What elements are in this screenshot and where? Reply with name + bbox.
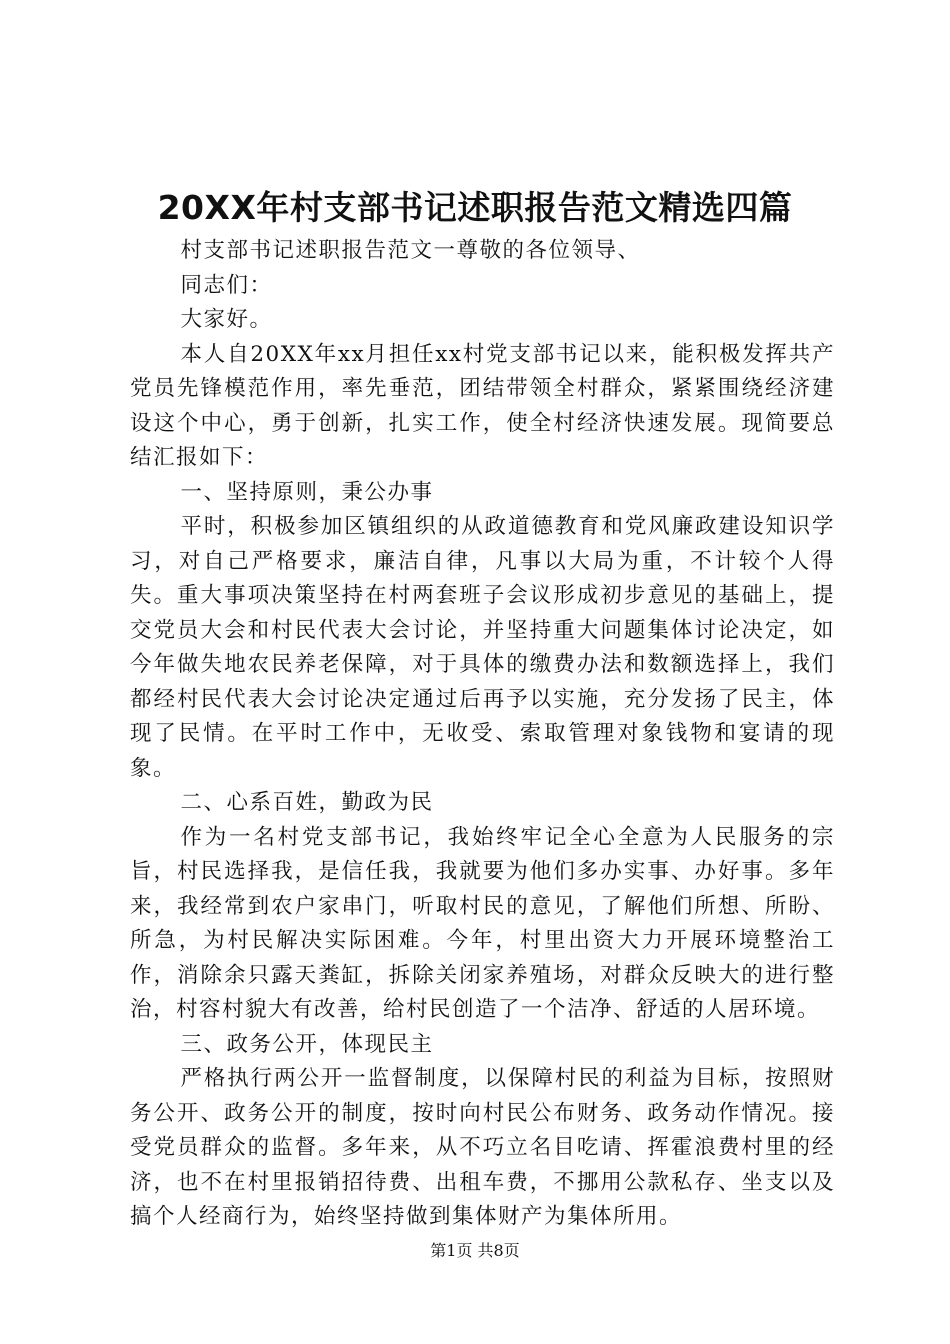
section-heading-1: 一、坚持原则，秉公办事 [180,479,434,505]
document-title: 20XX年村支部书记述职报告范文精选四篇 [157,188,793,227]
paragraph-greeting: 大家好。 [180,307,273,332]
page-number: 第1页 共8页 [430,1241,520,1260]
paragraph-salutation: 村支部书记述职报告范文一尊敬的各位领导、 [180,238,641,263]
paragraph-intro: 本人自20XX年xx月担任xx村党支部书记以来，能积极发挥共产党员先锋模范作用，率先垂范，团结带领全村群众，紧紧围绕经济建设这个中心，勇于创新，扎实工作，使全村经济快速发展。现简要总结汇报如下： [130,341,835,470]
section-heading-3: 三、政务公开，体现民主 [180,1031,434,1057]
paragraph-section-2: 作为一名村党支部书记，我始终牢记全心全意为人民服务的宗旨，村民选择我，是信任我，我就要为他们多办实事、办好事。多年来，我经常到农户家串门，听取村民的意见，了解他们所想、所盼、所急，为村民解决实际困难。今年，村里出资大力开展环境整治工作，消除余只露天粪缸，拆除关闭家养殖场，对群众反映大的进行整治，村容村貌大有改善，给村民创造了一个洁净、舒适的人居环境。 [130,824,835,1022]
section-heading-2: 二、心系百姓，勤政为民 [180,790,434,815]
document-body [130,234,835,1235]
paragraph-comrades: 同志们： [180,272,273,298]
paragraph-section-3: 严格执行两公开一监督制度，以保障村民的利益为目标，按照财务公开、政务公开的制度，按时向村民公布财务、政务动作情况。接受党员群众的监督。多年来，从不巧立名目吃请、挥霍浪费村里的经济，也不在村里报销招待费、出租车费，不挪用公款私存、坐支以及搞个人经商行为，始终坚持做到集体财产为集体所用。 [130,1066,835,1229]
paragraph-section-1: 平时，积极参加区镇组织的从政道德教育和党风廉政建设知识学习，对自己严格要求，廉洁自律，凡事以大局为重，不计较个人得失。重大事项决策坚持在村两套班子会议形成初步意见的基础上，提交党员大会和村民代表大会讨论，并坚持重大问题集体讨论决定，如今年做失地农民养老保障，对于具体的缴费办法和数额选择上，我们都经村民代表大会讨论决定通过后再予以实施，充分发扬了民主，体现了民情。在平时工作中，无收受、索取管理对象钱物和宴请的现象。 [130,514,835,781]
